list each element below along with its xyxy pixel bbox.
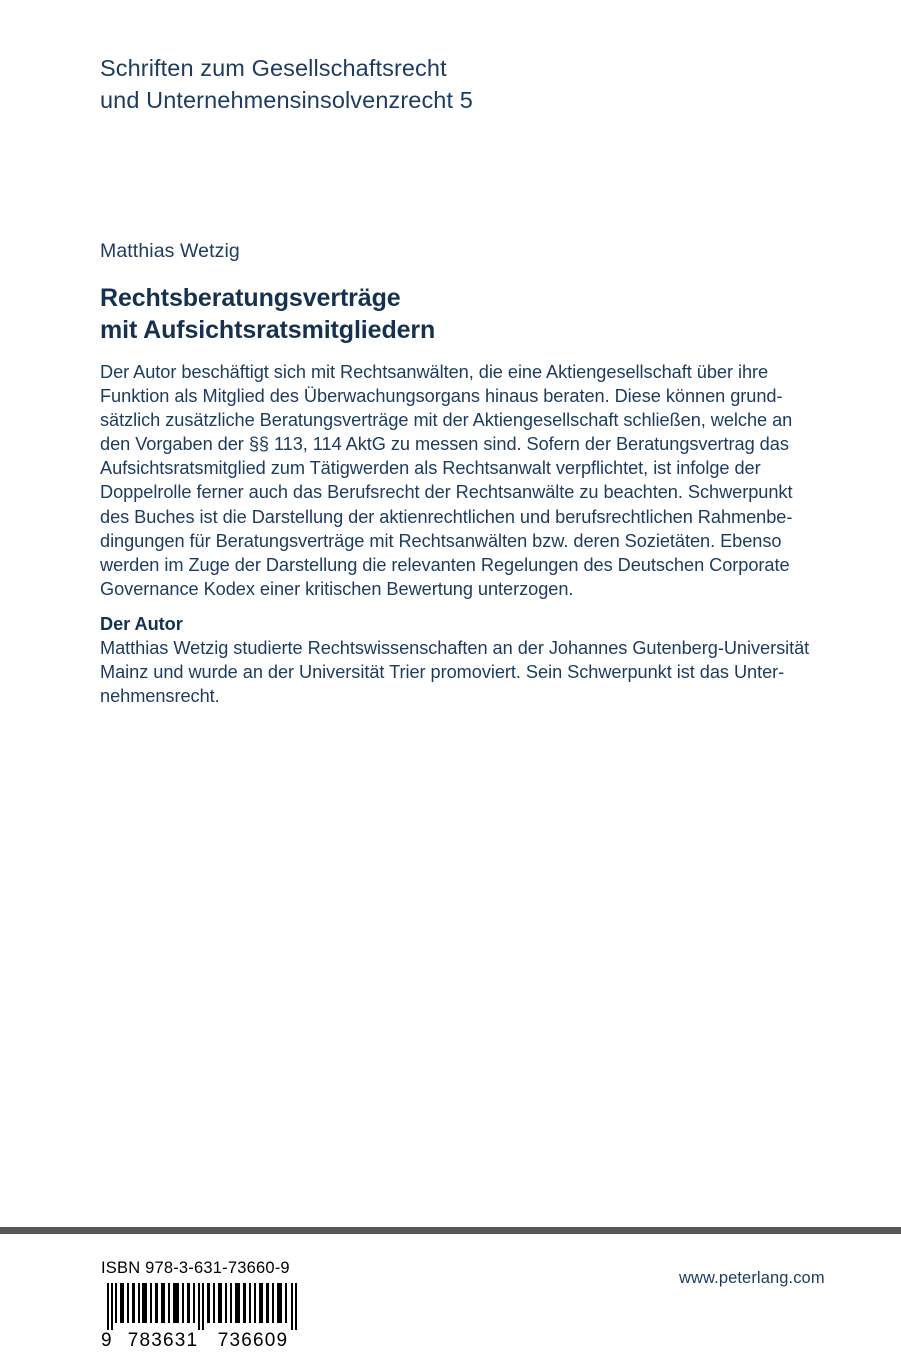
author-bio-line: nehmensrecht.: [100, 686, 220, 707]
book-title-line-1: Rechtsberatungsverträge: [100, 284, 401, 312]
ean13-barcode: [101, 1283, 303, 1330]
blurb-line: sätzlich zusätzliche Beratungsverträge mit der Aktiengesellschaft schließen, welche an: [100, 410, 793, 431]
barcode-left-group: 783631: [127, 1330, 199, 1351]
blurb-line: Der Autor beschäftigt sich mit Rechtsanwälten, die eine Aktiengesellschaft über ihre: [100, 362, 769, 382]
author-bio-body: [100, 636, 810, 708]
blurb-line: Funktion als Mitglied des Überwachungsorgans hinaus beraten. Diese können grund-: [100, 386, 783, 407]
isbn-barcode-block: [101, 1258, 331, 1351]
barcode-lead-digit: 9: [101, 1330, 113, 1351]
publisher-url-link[interactable]: www.peterlang.com: [679, 1269, 825, 1287]
blurb-line: des Buches ist die Darstellung der aktienrechtlichen und berufsrechtlichen Rahmenbe-: [100, 506, 793, 527]
book-title-line-2: mit Aufsichtsratsmitgliedern: [100, 316, 436, 344]
blurb-line: werden im Zuge der Darstellung die relevanten Regelungen des Deutschen Corporate: [100, 554, 790, 575]
blurb-line: Governance Kodex einer kritischen Bewertung unterzogen.: [100, 578, 574, 599]
book-title: [100, 282, 800, 346]
series-title: [100, 52, 740, 116]
blurb-line: Aufsichtsratsmitglied zum Tätigwerden als Rechtsanwalt verpflichtet, ist infolge der: [100, 458, 761, 479]
blurb-line: dingungen für Beratungsverträge mit Rechtsanwälten bzw. deren Sozietäten. Ebenso: [100, 530, 782, 551]
series-title-line-1: Schriften zum Gesellschaftsrecht: [100, 55, 447, 81]
series-title-line-2: und Unternehmensinsolvenzrecht 5: [100, 87, 473, 113]
author-bio-heading: Der Autor: [100, 614, 183, 634]
blurb-line: Doppelrolle ferner auch das Berufsrecht der Rechtsanwälte zu beachten. Schwerpunkt: [100, 482, 793, 503]
author-bio-line: Mainz und wurde an der Universität Trier promoviert. Sein Schwerpunkt ist das Unter-: [100, 662, 785, 683]
author-bio-section: [100, 612, 810, 708]
author-bio-line: Matthias Wetzig studierte Rechtswissenschaften an der Johannes Gutenberg-Universität: [100, 638, 810, 659]
isbn-text: ISBN 978-3-631-73660-9: [101, 1259, 290, 1277]
blurb-paragraph: [100, 360, 793, 601]
blurb-line: den Vorgaben der §§ 113, 114 AktG zu messen sind. Sofern der Beratungsvertrag das: [100, 434, 789, 455]
author-name: Matthias Wetzig: [100, 240, 240, 262]
footer-divider-rule: [0, 1227, 901, 1234]
barcode-right-group: 736609: [217, 1330, 289, 1351]
barcode-digits: [101, 1331, 303, 1351]
